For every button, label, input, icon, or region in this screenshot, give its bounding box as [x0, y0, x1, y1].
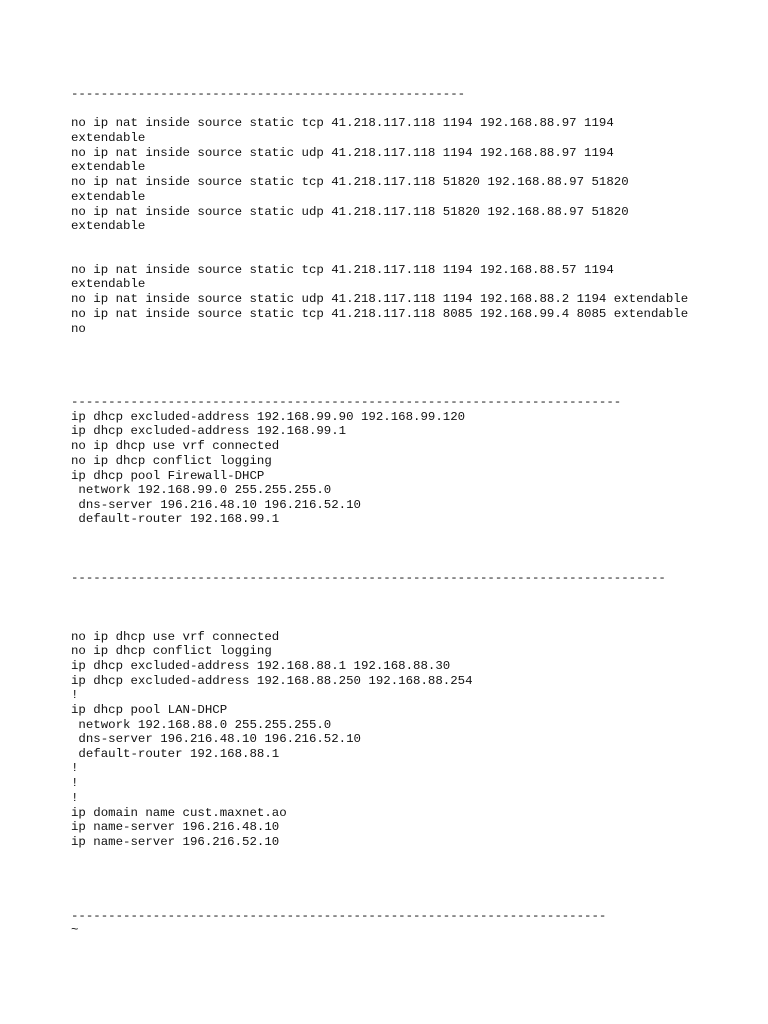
dhcp-config-line: ip dhcp excluded-address 192.168.99.90 192.168.99.120: [71, 410, 466, 424]
dhcp-config-line: no ip dhcp conflict logging: [71, 454, 272, 468]
dhcp-config-line: no ip dhcp conflict logging: [71, 644, 272, 658]
nat-rule-line: no ip nat inside source static tcp 41.218.117.118 1194 192.168.88.97 1194: [71, 116, 614, 130]
comment-marker: !: [71, 791, 79, 805]
separator-line: --------------------------------------------------------------------------: [71, 395, 622, 409]
dhcp-config-line: ip dhcp excluded-address 192.168.88.1 192.168.88.30: [71, 659, 451, 673]
dns-config-line: ip name-server 196.216.48.10: [71, 820, 280, 834]
dhcp-config-line: no ip dhcp use vrf connected: [71, 439, 280, 453]
separator-line: ------------------------------------------------------------------------: [71, 909, 607, 923]
nat-rule-line: no ip nat inside source static udp 41.218.117.118 51820 192.168.88.97 51820: [71, 205, 629, 219]
dhcp-config-line: ip dhcp pool LAN-DHCP: [71, 703, 228, 717]
dns-config-line: ip name-server 196.216.52.10: [71, 835, 280, 849]
dhcp-config-line: ip dhcp excluded-address 192.168.99.1: [71, 424, 347, 438]
dhcp-config-line: dns-server 196.216.48.10 196.216.52.10: [71, 498, 361, 512]
dhcp-config-line: dns-server 196.216.48.10 196.216.52.10: [71, 732, 361, 746]
comment-marker: !: [71, 776, 79, 790]
nat-rule-line: extendable: [71, 219, 146, 233]
nat-rule-line: extendable: [71, 131, 146, 145]
dhcp-config-line: default-router 192.168.88.1: [71, 747, 280, 761]
nat-rule-line: extendable: [71, 160, 146, 174]
nat-rule-line: no ip nat inside source static tcp 41.218.117.118 51820 192.168.88.97 51820: [71, 175, 629, 189]
nat-rule-line: no: [71, 322, 86, 336]
nat-rule-line: extendable: [71, 277, 146, 291]
nat-rule-line: no ip nat inside source static tcp 41.218.117.118 1194 192.168.88.57 1194: [71, 263, 614, 277]
tilde-marker: ~: [71, 923, 79, 937]
dhcp-config-line: ip dhcp pool Firewall-DHCP: [71, 469, 265, 483]
nat-rule-line: no ip nat inside source static tcp 41.218.117.118 8085 192.168.99.4 8085 extendable: [71, 307, 689, 321]
dhcp-config-line: no ip dhcp use vrf connected: [71, 630, 280, 644]
nat-rule-line: no ip nat inside source static udp 41.218.117.118 1194 192.168.88.97 1194: [71, 146, 614, 160]
nat-rule-line: extendable: [71, 190, 146, 204]
dhcp-config-line: network 192.168.88.0 255.255.255.0: [71, 718, 332, 732]
dhcp-config-line: ip dhcp excluded-address 192.168.88.250 192.168.88.254: [71, 674, 473, 688]
nat-rule-line: no ip nat inside source static udp 41.218.117.118 1194 192.168.88.2 1194 extendable: [71, 292, 689, 306]
separator-line: -----------------------------------------------------: [71, 87, 466, 101]
comment-marker: !: [71, 761, 79, 775]
dns-config-line: ip domain name cust.maxnet.ao: [71, 806, 287, 820]
comment-marker: !: [71, 688, 79, 702]
separator-line: --------------------------------------------------------------------------------: [71, 571, 666, 585]
dhcp-config-line: default-router 192.168.99.1: [71, 512, 280, 526]
dhcp-config-line: network 192.168.99.0 255.255.255.0: [71, 483, 332, 497]
